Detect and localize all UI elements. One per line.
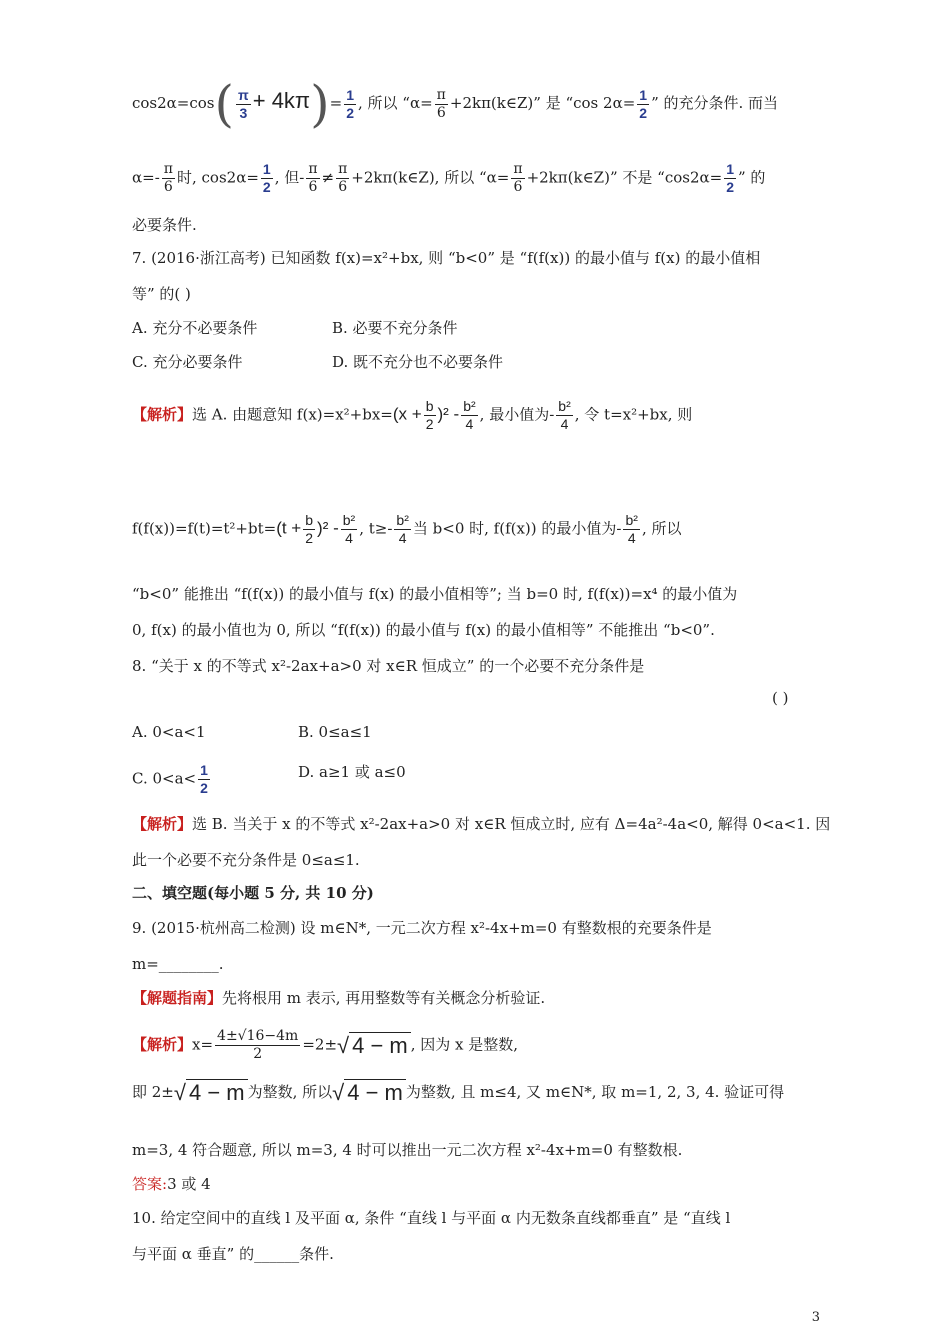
q8-answer-paren: ( ) xyxy=(772,689,789,707)
q7-analysis-ff: f(f(x))=f(t)=t²+bt=(t + $\frac{b}{2}$ )² - $\frac{\text{b²}}{4}$ , t≥- $\frac{\text{b²}}{4}$ 当 b<0 时, f(f(x)) 的最小值为- $\frac{\text{b²}}{4}$ , 所以 xyxy=(132,512,682,546)
q7-option-b: B. 必要不充分条件 xyxy=(332,319,458,337)
q9-analysis-line3: m=3, 4 符合题意, 所以 m=3, 4 时可以推出一元二次方程 x²-4x+m=0 有整数根. xyxy=(132,1141,683,1159)
q9-analysis-line2: 即 2±√ 4 − m 为整数, 所以√ 4 − m 为整数, 且 m≤4, 又 m∈N*, 取 m=1, 2, 3, 4. 验证可得 xyxy=(132,1080,785,1105)
q8-option-c: C. 0<a< $\frac{1}{2}$ xyxy=(132,762,208,796)
q8-option-a: A. 0<a<1 xyxy=(132,723,206,741)
q9-hint: 【解题指南】先将根用 m 表示, 再用整数等有关概念分析验证. xyxy=(132,989,546,1007)
section-fill-in-title: 二、填空题(每小题 5 分, 共 10 分) xyxy=(132,884,374,902)
q9-answer: 答案:3 或 4 xyxy=(132,1175,211,1193)
q7-option-c: C. 充分必要条件 xyxy=(132,353,243,371)
q8-analysis-line1: 【解析】选 B. 当关于 x 的不等式 x²-2ax+a>0 对 x∈R 恒成立时, 应有 Δ=4a²-4a<0, 解得 0<a<1. 因 xyxy=(132,815,831,833)
q7-stem: 7. (2016·浙江高考) 已知函数 f(x)=x²+bx, 则 “b<0” 是 “f(f(x)) 的最小值与 f(x) 的最小值相 xyxy=(132,249,761,267)
page-number: 3 xyxy=(811,1310,820,1325)
line-cos2a-sufficient: cos2α=cos( $\frac{\pi}{3}$ + 4kπ)= $\frac{1}{2}$ , 所以 “α= $\frac{\pi}{6}$ +2kπ(k∈Z)” 是 “cos 2α= $\frac{1}{2}$ ” 的充分条件. 而当 xyxy=(132,75,779,133)
q7-stem-cont: 等” 的( ) xyxy=(132,285,191,303)
q7-analysis-line1: 【解析】选 A. 由题意知 f(x)=x²+bx=(x + $\frac{b}{2}$ )² - $\frac{\text{b²}}{4}$ , 最小值为- $\frac{\text{b²}}{4}$ , 令 t=x²+bx, 则 xyxy=(132,398,693,432)
q7-option-d: D. 既不充分也不必要条件 xyxy=(332,353,504,371)
q8-analysis-line2: 此一个必要不充分条件是 0≤a≤1. xyxy=(132,851,360,869)
q10-stem: 10. 给定空间中的直线 l 及平面 α, 条件 “直线 l 与平面 α 内无数条直线都垂直” 是 “直线 l xyxy=(132,1209,731,1227)
q8-option-d: D. a≥1 或 a≤0 xyxy=(298,763,406,781)
q9-stem: 9. (2015·杭州高二检测) 设 m∈N*, 一元二次方程 x²-4x+m=0 有整数根的充要条件是 xyxy=(132,919,712,937)
q7-option-a: A. 充分不必要条件 xyxy=(132,319,258,337)
q7-analysis-b0-line2: 0, f(x) 的最小值也为 0, 所以 “f(f(x)) 的最小值与 f(x) 的最小值相等” 不能推出 “b<0”. xyxy=(132,621,715,639)
q9-blank: m=________. xyxy=(132,955,224,973)
q10-stem-cont: 与平面 α 垂直” 的______条件. xyxy=(132,1245,334,1263)
line-alpha-neg-pi6: α=- $\frac{\pi}{6}$ 时, cos2α= $\frac{1}{2}$ , 但- $\frac{\pi}{6}$ ≠ $\frac{\pi}{6}$ +2kπ(k∈Z), 所以 “α= $\frac{\pi}{6}$ +2kπ(k∈Z)” 不是 “cos2α= $\frac{1}{2}$ ” 的 xyxy=(132,161,766,195)
q8-stem: 8. “关于 x 的不等式 x²-2ax+a>0 对 x∈R 恒成立” 的一个必要不充分条件是 xyxy=(132,657,645,675)
line-necessary-condition: 必要条件. xyxy=(132,216,197,234)
q8-option-b: B. 0≤a≤1 xyxy=(298,723,372,741)
q7-analysis-b0-line1: “b<0” 能推出 “f(f(x)) 的最小值与 f(x) 的最小值相等”; 当 b=0 时, f(f(x))=x⁴ 的最小值为 xyxy=(132,585,738,603)
q9-analysis-line1: 【解析】x= $\frac{4\pm√16-4m}{2}$ =2±√ 4 − m , 因为 x 是整数, xyxy=(132,1028,519,1062)
